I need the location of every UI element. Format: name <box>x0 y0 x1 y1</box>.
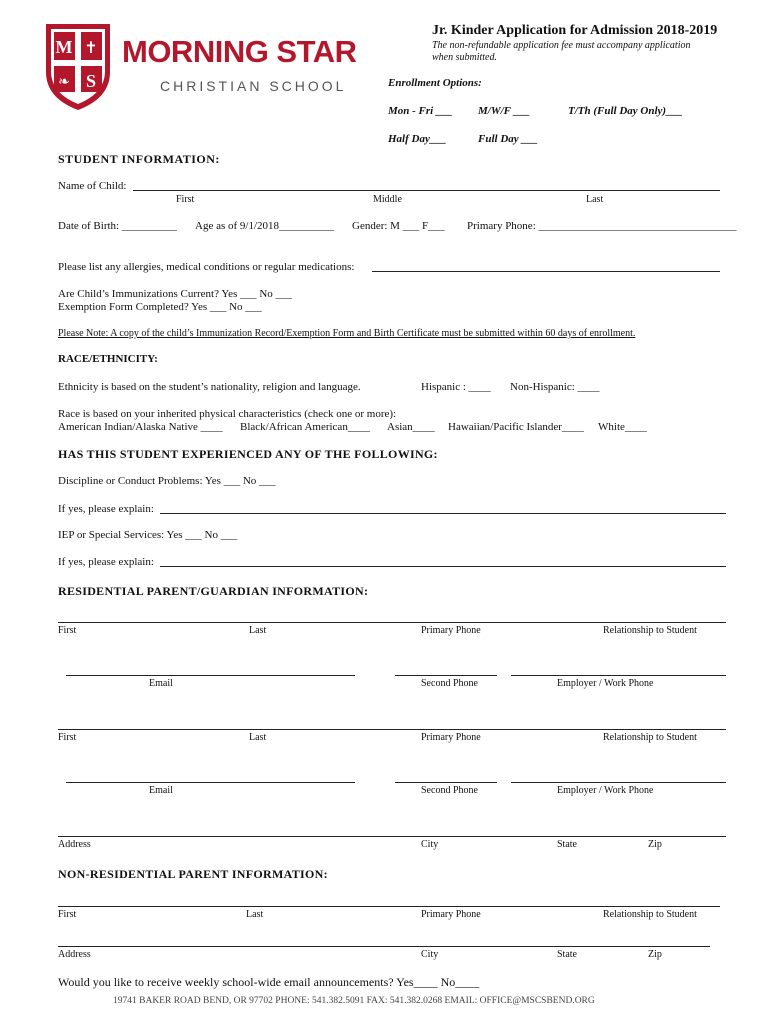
first-name-caption: First <box>176 194 195 205</box>
parent2-employer-phone-field[interactable] <box>511 782 726 783</box>
residential-address-caption: Address <box>58 839 91 850</box>
logo-school-name: MORNING STAR <box>122 34 357 69</box>
nonres-address-field[interactable] <box>58 946 710 947</box>
name-of-child-field[interactable] <box>133 190 720 191</box>
residential-city-caption: City <box>421 839 439 850</box>
parent1-second-phone-caption: Second Phone <box>421 678 478 689</box>
iep-explain-label: If yes, please explain: <box>58 556 154 568</box>
iep-explain-field[interactable] <box>160 566 726 567</box>
discipline-explain-label: If yes, please explain: <box>58 503 154 515</box>
parent1-email-field[interactable] <box>66 675 355 676</box>
parent1-name-phone-field[interactable] <box>58 622 726 623</box>
nonres-city-caption: City <box>421 949 439 960</box>
race-asian[interactable]: Asian____ <box>387 421 435 433</box>
svg-text:✝: ✝ <box>84 40 98 57</box>
last-name-caption: Last <box>586 194 604 205</box>
race-white[interactable]: White____ <box>598 421 647 433</box>
parent1-employer-phone-caption: Employer / Work Phone <box>557 678 654 689</box>
shield-logo-icon <box>40 20 116 112</box>
nonres-state-caption: State <box>557 949 577 960</box>
discipline-question[interactable]: Discipline or Conduct Problems: Yes ___ No ___ <box>58 475 276 487</box>
experience-heading: HAS THIS STUDENT EXPERIENCED ANY OF THE FOLLOWING: <box>58 447 438 461</box>
parent1-employer-phone-field[interactable] <box>511 675 726 676</box>
non-hispanic-option[interactable]: Non-Hispanic: ____ <box>510 381 600 393</box>
residential-parent-heading: RESIDENTIAL PARENT/GUARDIAN INFORMATION: <box>58 584 369 598</box>
date-of-birth-field[interactable]: Date of Birth: __________ <box>58 220 177 232</box>
gender-field[interactable]: Gender: M ___ F___ <box>352 220 445 232</box>
option-full-day[interactable]: Full Day ___ <box>478 133 538 145</box>
option-tth[interactable]: T/Th (Full Day Only)___ <box>568 105 683 117</box>
residential-state-caption: State <box>557 839 577 850</box>
immunization-note: Please Note: A copy of the child’s Immunization Record/Exemption Form and Birth Certificate must be submitted within 60 days of enrollment. <box>58 328 636 339</box>
race-black[interactable]: Black/African American____ <box>240 421 370 433</box>
fee-note-line1: The non-refundable application fee must accompany application <box>432 40 691 51</box>
logo-school-subtitle: CHRISTIAN SCHOOL <box>160 78 347 94</box>
residential-zip-caption: Zip <box>648 839 662 850</box>
option-mwf[interactable]: M/W/F ___ <box>478 105 531 117</box>
immunizations-current[interactable]: Are Child’s Immunizations Current? Yes ___ No ___ <box>58 288 293 300</box>
parent1-second-phone-field[interactable] <box>395 675 497 676</box>
nonres-name-phone-field[interactable] <box>58 906 720 907</box>
parent2-second-phone-field[interactable] <box>395 782 497 783</box>
nonres-address-caption: Address <box>58 949 91 960</box>
race-american-indian[interactable]: American Indian/Alaska Native ____ <box>58 421 223 433</box>
parent1-last-caption: Last <box>249 625 267 636</box>
nonres-zip-caption: Zip <box>648 949 662 960</box>
parent1-first-caption: First <box>58 625 77 636</box>
parent2-email-caption: Email <box>149 785 173 796</box>
nonres-primary-phone-caption: Primary Phone <box>421 909 481 920</box>
primary-phone-field[interactable]: Primary Phone: ____________________________________ <box>467 220 737 232</box>
residential-address-field[interactable] <box>58 836 726 837</box>
fee-note-line2: when submitted. <box>432 52 497 63</box>
svg-text:❧: ❧ <box>58 75 70 90</box>
race-hawaiian[interactable]: Hawaiian/Pacific Islander____ <box>448 421 584 433</box>
allergies-label: Please list any allergies, medical conditions or regular medications: <box>58 261 355 273</box>
svg-text:M: M <box>55 37 73 57</box>
discipline-explain-field[interactable] <box>160 513 726 514</box>
iep-question[interactable]: IEP or Special Services: Yes ___ No ___ <box>58 529 238 541</box>
race-ethnicity-heading: RACE/ETHNICITY: <box>58 353 158 365</box>
student-info-heading: STUDENT INFORMATION: <box>58 152 220 166</box>
parent1-email-caption: Email <box>149 678 173 689</box>
newsletter-question[interactable]: Would you like to receive weekly school-wide email announcements? Yes____ No____ <box>58 975 480 989</box>
parent2-relationship-caption: Relationship to Student <box>603 732 697 743</box>
name-of-child-label: Name of Child: <box>58 180 127 192</box>
svg-text:S: S <box>85 71 97 91</box>
parent1-primary-phone-caption: Primary Phone <box>421 625 481 636</box>
parent2-primary-phone-caption: Primary Phone <box>421 732 481 743</box>
parent2-first-caption: First <box>58 732 77 743</box>
age-field[interactable]: Age as of 9/1/2018__________ <box>195 220 335 232</box>
nonresidential-parent-heading: NON-RESIDENTIAL PARENT INFORMATION: <box>58 867 328 881</box>
parent2-name-phone-field[interactable] <box>58 729 726 730</box>
hispanic-option[interactable]: Hispanic : ____ <box>421 381 491 393</box>
parent2-last-caption: Last <box>249 732 267 743</box>
exemption-form-completed[interactable]: Exemption Form Completed? Yes ___ No ___ <box>58 301 262 313</box>
parent2-employer-phone-caption: Employer / Work Phone <box>557 785 654 796</box>
nonres-last-caption: Last <box>246 909 264 920</box>
school-contact-footer: 19741 BAKER ROAD BEND, OR 97702 PHONE: 541.382.5091 FAX: 541.382.0268 EMAIL: OFFICE@MSCSBEND.ORG <box>113 996 595 1006</box>
parent2-second-phone-caption: Second Phone <box>421 785 478 796</box>
form-title: Jr. Kinder Application for Admission 2018-2019 <box>432 23 718 38</box>
nonres-first-caption: First <box>58 909 77 920</box>
parent1-relationship-caption: Relationship to Student <box>603 625 697 636</box>
option-half-day[interactable]: Half Day___ <box>388 133 447 145</box>
option-mon-fri[interactable]: Mon - Fri ___ <box>388 105 453 117</box>
ethnicity-description: Ethnicity is based on the student’s nationality, religion and language. <box>58 381 361 393</box>
allergies-field[interactable] <box>372 271 720 272</box>
race-description: Race is based on your inherited physical characteristics (check one or more): <box>58 408 397 420</box>
enrollment-options-label: Enrollment Options: <box>388 77 482 89</box>
parent2-email-field[interactable] <box>66 782 355 783</box>
nonres-relationship-caption: Relationship to Student <box>603 909 697 920</box>
middle-name-caption: Middle <box>373 194 402 205</box>
